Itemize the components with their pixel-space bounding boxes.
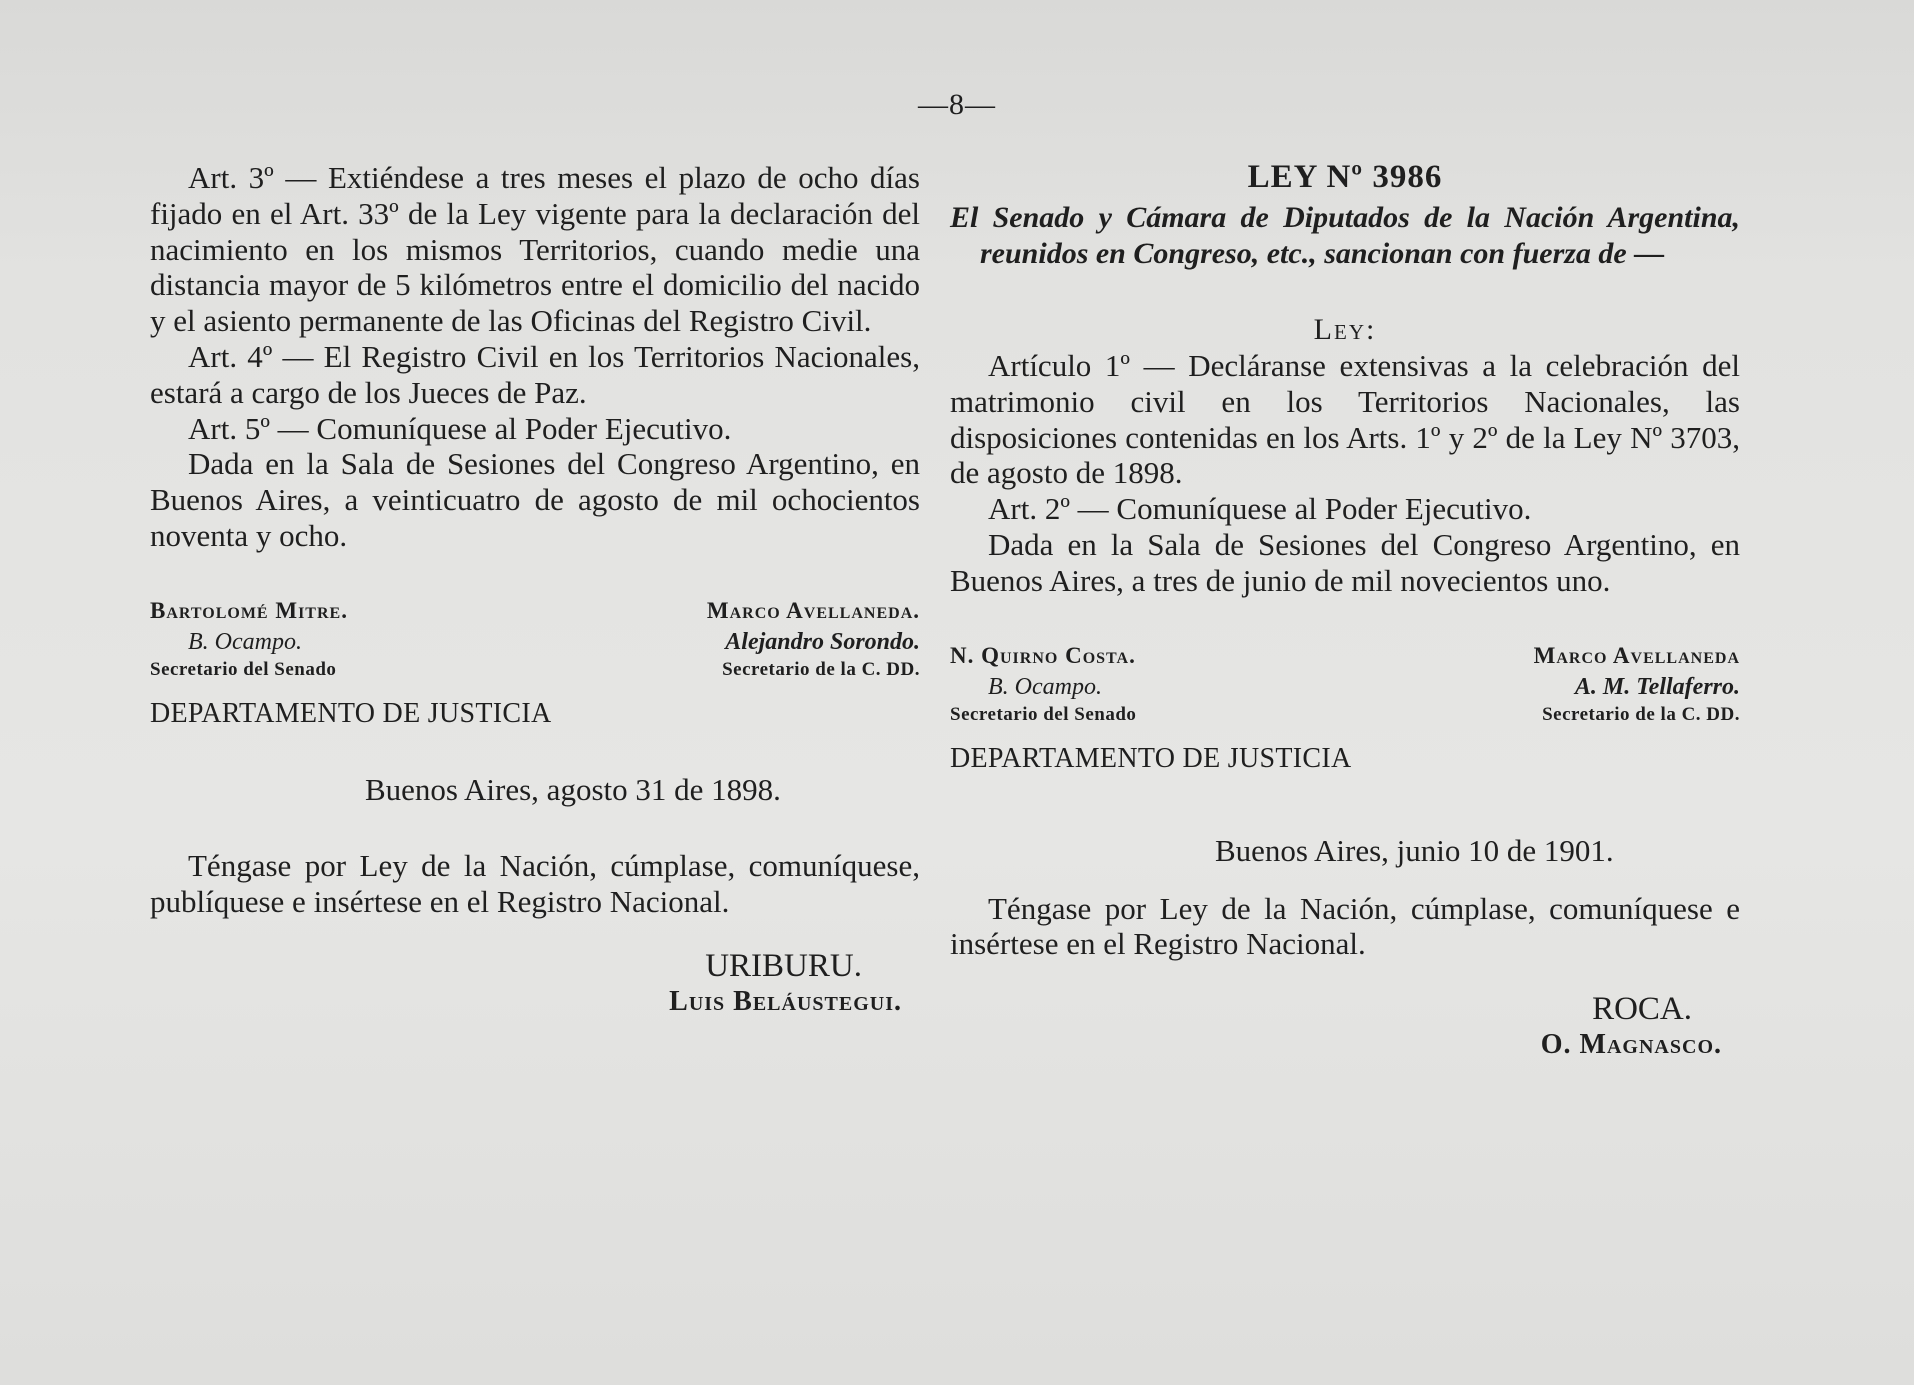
minister-name: O. Magnasco. <box>1540 1029 1722 1061</box>
deputies-president-name: Marco Avellaneda. <box>706 597 920 623</box>
senate-signature <box>950 641 1136 727</box>
article-5: Art. 5º — Comuníquese al Poder Ejecutivo. <box>188 410 732 446</box>
president-name: ROCA. <box>1592 991 1692 1028</box>
congress-signatures <box>950 641 1740 727</box>
dada-clause: Dada en la Sala de Sesiones del Congreso Argentino, en Buenos Aires, a veinticuatro de agosto de mil ochocientos noventa y ocho. <box>150 446 920 553</box>
article-2: Art. 2º — Comuníquese al Poder Ejecutivo. <box>988 491 1532 527</box>
department-heading: DEPARTAMENTO DE JUSTICIA <box>150 697 552 729</box>
president-name: URIBURU. <box>705 948 862 985</box>
executive-signature <box>150 947 920 1019</box>
deputies-secretary-name: A. M. Tellaferro. <box>1574 673 1740 700</box>
promulgation-date: Buenos Aires, agosto 31 de 1898. <box>365 771 781 807</box>
executive-signature <box>950 990 1740 1062</box>
promulgation-text: Téngase por Ley de la Nación, cúmplase, comuníquese e insértese en el Registro Nacional. <box>950 890 1740 962</box>
congress-signatures <box>150 596 920 682</box>
page-number: —8— <box>918 88 996 121</box>
deputies-secretary-role: Secretario de la C. DD. <box>1542 703 1740 725</box>
deputies-signature <box>707 596 920 682</box>
senate-secretary-role: Secretario del Senado <box>150 658 337 680</box>
senate-secretary-name: B. Ocampo. <box>988 673 1102 700</box>
minister-name: Luis Beláustegui. <box>669 986 902 1018</box>
article-3: Art. 3º — Extiéndese a tres meses el plazo de ocho días fijado en el Art. 33º de la Ley vigente para la declaración del nacimiento en los mismos Territorios, cuando medie una distancia mayor de 5 kilómetros entre el domicilio del nacido y el asiento permanente de las Oficinas del Registro Civil. <box>150 160 920 339</box>
deputies-secretary-name: Alejandro Sorondo. <box>725 628 920 655</box>
senate-secretary-name: B. Ocampo. <box>188 628 302 655</box>
article-4: Art. 4º — El Registro Civil en los Territorios Nacionales, estará a cargo de los Jueces de Paz. <box>150 338 920 410</box>
deputies-signature <box>1534 641 1740 727</box>
law-title: LEY Nº 3986 <box>1247 159 1443 195</box>
senate-signature <box>150 596 348 682</box>
right-column <box>950 160 1740 1062</box>
promulgation-date: Buenos Aires, junio 10 de 1901. <box>1215 832 1614 868</box>
senate-president-name: N. Quirno Costa. <box>950 642 1136 668</box>
article-1: Artículo 1º — Decláranse extensivas a la celebración del matrimonio civil en los Territorios Nacionales, las disposiciones contenidas en los Arts. 1º y 2º de la Ley Nº 3703, de agosto de 1898. <box>950 348 1740 491</box>
department-heading: DEPARTAMENTO DE JUSTICIA <box>950 742 1352 774</box>
preamble: El Senado y Cámara de Diputados de la Nación Argentina, reunidos en Congreso, etc., sancionan con fuerza de — <box>950 201 1740 270</box>
promulgation-text: Téngase por Ley de la Nación, cúmplase, comuníquese, publíquese e insértese en el Registro Nacional. <box>150 847 920 919</box>
senate-president-name: Bartolomé Mitre. <box>150 597 348 623</box>
deputies-secretary-role: Secretario de la C. DD. <box>722 658 920 680</box>
left-column <box>150 160 920 1019</box>
ley-heading: Ley: <box>1313 313 1377 346</box>
dada-clause: Dada en la Sala de Sesiones del Congreso Argentino, en Buenos Aires, a tres de junio de mil novecientos uno. <box>950 526 1740 598</box>
senate-secretary-role: Secretario del Senado <box>950 703 1137 725</box>
deputies-president-name: Marco Avellaneda <box>1533 642 1740 668</box>
